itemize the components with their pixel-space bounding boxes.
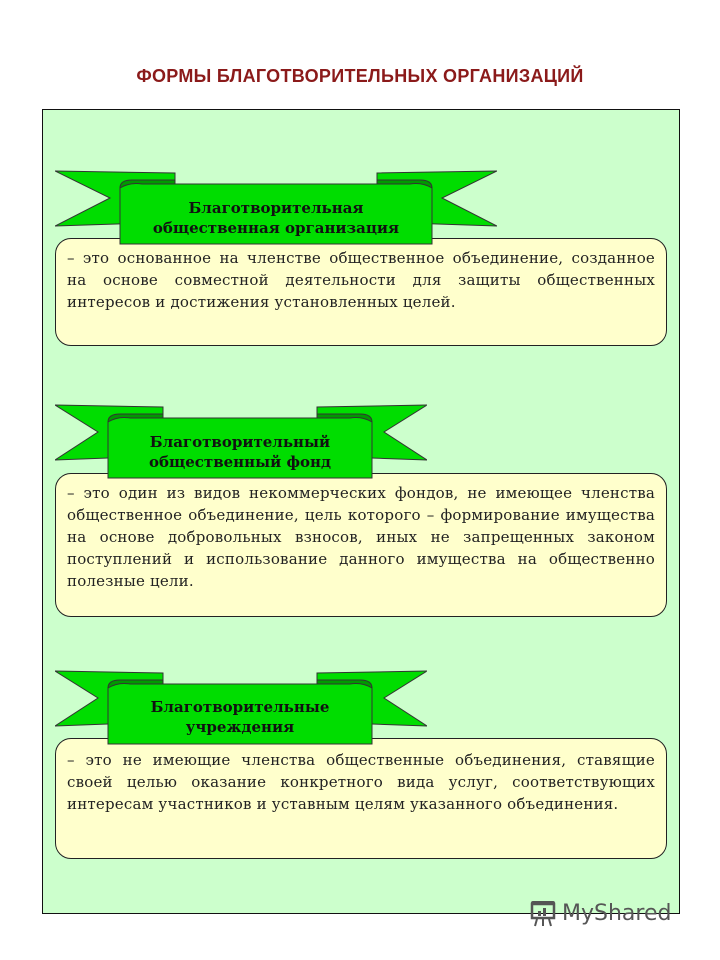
presentation-icon	[528, 898, 558, 928]
watermark-text: MyShared	[562, 900, 672, 926]
watermark	[528, 898, 671, 928]
banner-heading: Благотворительная общественная организация	[152, 199, 400, 237]
ribbon-banner-3	[55, 670, 427, 746]
banner-heading: Благотворительный общественный фонд	[148, 433, 332, 471]
definition-box-1: – это основанное на членстве общественное объединение, созданное на основе совместной деятельности для защиты общественных интересов и достижения установленных целей.	[55, 238, 667, 346]
ribbon-banner-1	[55, 170, 497, 246]
definition-box-2: – это один из видов некоммерческих фондов, не имеющее членства общественное объединение, цель которого – формирование имущества на основе добровольных взносов, иных не запрещенных законом поступлений и использование данного имущества на общественно полезные цели.	[55, 473, 667, 617]
page-title: ФОРМЫ БЛАГОТВОРИТЕЛЬНЫХ ОРГАНИЗАЦИЙ	[136, 66, 584, 86]
banner-heading: Благотворительные учреждения	[150, 698, 330, 736]
definition-box-3: – это не имеющие членства общественные объединения, ставящие своей целью оказание конкретного вида услуг, соответствующих интересам участников и уставным целям указанного объединения.	[55, 738, 667, 859]
ribbon-banner-2	[55, 404, 427, 480]
